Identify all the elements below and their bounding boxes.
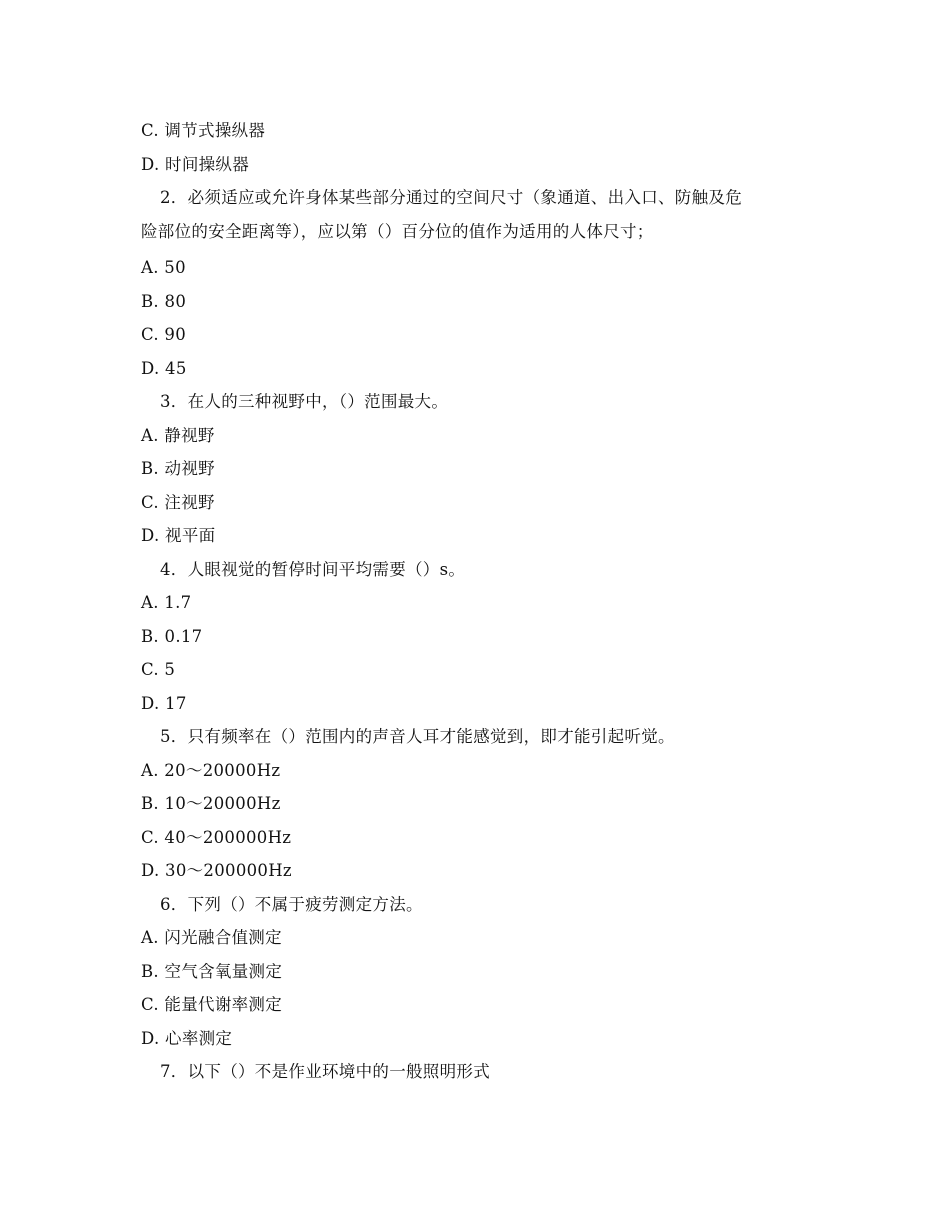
question-2-line-1: 2．必须适应或允许身体某些部分通过的空间尺寸（象通道、出入口、防触及危 xyxy=(160,188,742,207)
option-c-q6: C. 能量代谢率测定 xyxy=(141,995,283,1014)
question-5: 5．只有频率在（）范围内的声音人耳才能感觉到，即才能引起听觉。 xyxy=(160,727,675,746)
question-3: 3．在人的三种视野中，（）范围最大。 xyxy=(160,392,449,411)
option-a-q5: A. 20～20000Hz xyxy=(141,761,281,780)
option-d-q1: D. 时间操纵器 xyxy=(141,155,250,174)
option-a-q6: A. 闪光融合值测定 xyxy=(141,928,282,947)
option-c-q1: C. 调节式操纵器 xyxy=(141,121,266,140)
option-b-q6: B. 空气含氧量测定 xyxy=(141,962,283,981)
option-a-q3: A. 静视野 xyxy=(141,426,215,445)
option-a-q4: A. 1.7 xyxy=(141,593,192,612)
question-2-line-2: 险部位的安全距离等），应以第（）百分位的值作为适用的人体尺寸； xyxy=(141,222,654,241)
option-d-q5: D. 30～200000Hz xyxy=(141,861,292,880)
question-6: 6．下列（）不属于疲劳测定方法。 xyxy=(160,895,423,914)
option-d-q2: D. 45 xyxy=(141,359,187,378)
option-d-q4: D. 17 xyxy=(141,694,187,713)
option-b-q4: B. 0.17 xyxy=(141,627,203,646)
question-7: 7．以下（）不是作业环境中的一般照明形式 xyxy=(160,1062,490,1081)
option-b-q2: B. 80 xyxy=(141,292,187,311)
option-c-q3: C. 注视野 xyxy=(141,493,215,512)
option-b-q3: B. 动视野 xyxy=(141,459,215,478)
option-c-q4: C. 5 xyxy=(141,660,176,679)
option-a-q2: A. 50 xyxy=(141,258,186,277)
option-d-q3: D. 视平面 xyxy=(141,526,216,545)
option-d-q6: D. 心率测定 xyxy=(141,1029,233,1048)
option-c-q5: C. 40～200000Hz xyxy=(141,828,292,847)
option-b-q5: B. 10～20000Hz xyxy=(141,794,281,813)
option-c-q2: C. 90 xyxy=(141,325,187,344)
question-4: 4．人眼视觉的暂停时间平均需要（）s。 xyxy=(160,560,466,579)
